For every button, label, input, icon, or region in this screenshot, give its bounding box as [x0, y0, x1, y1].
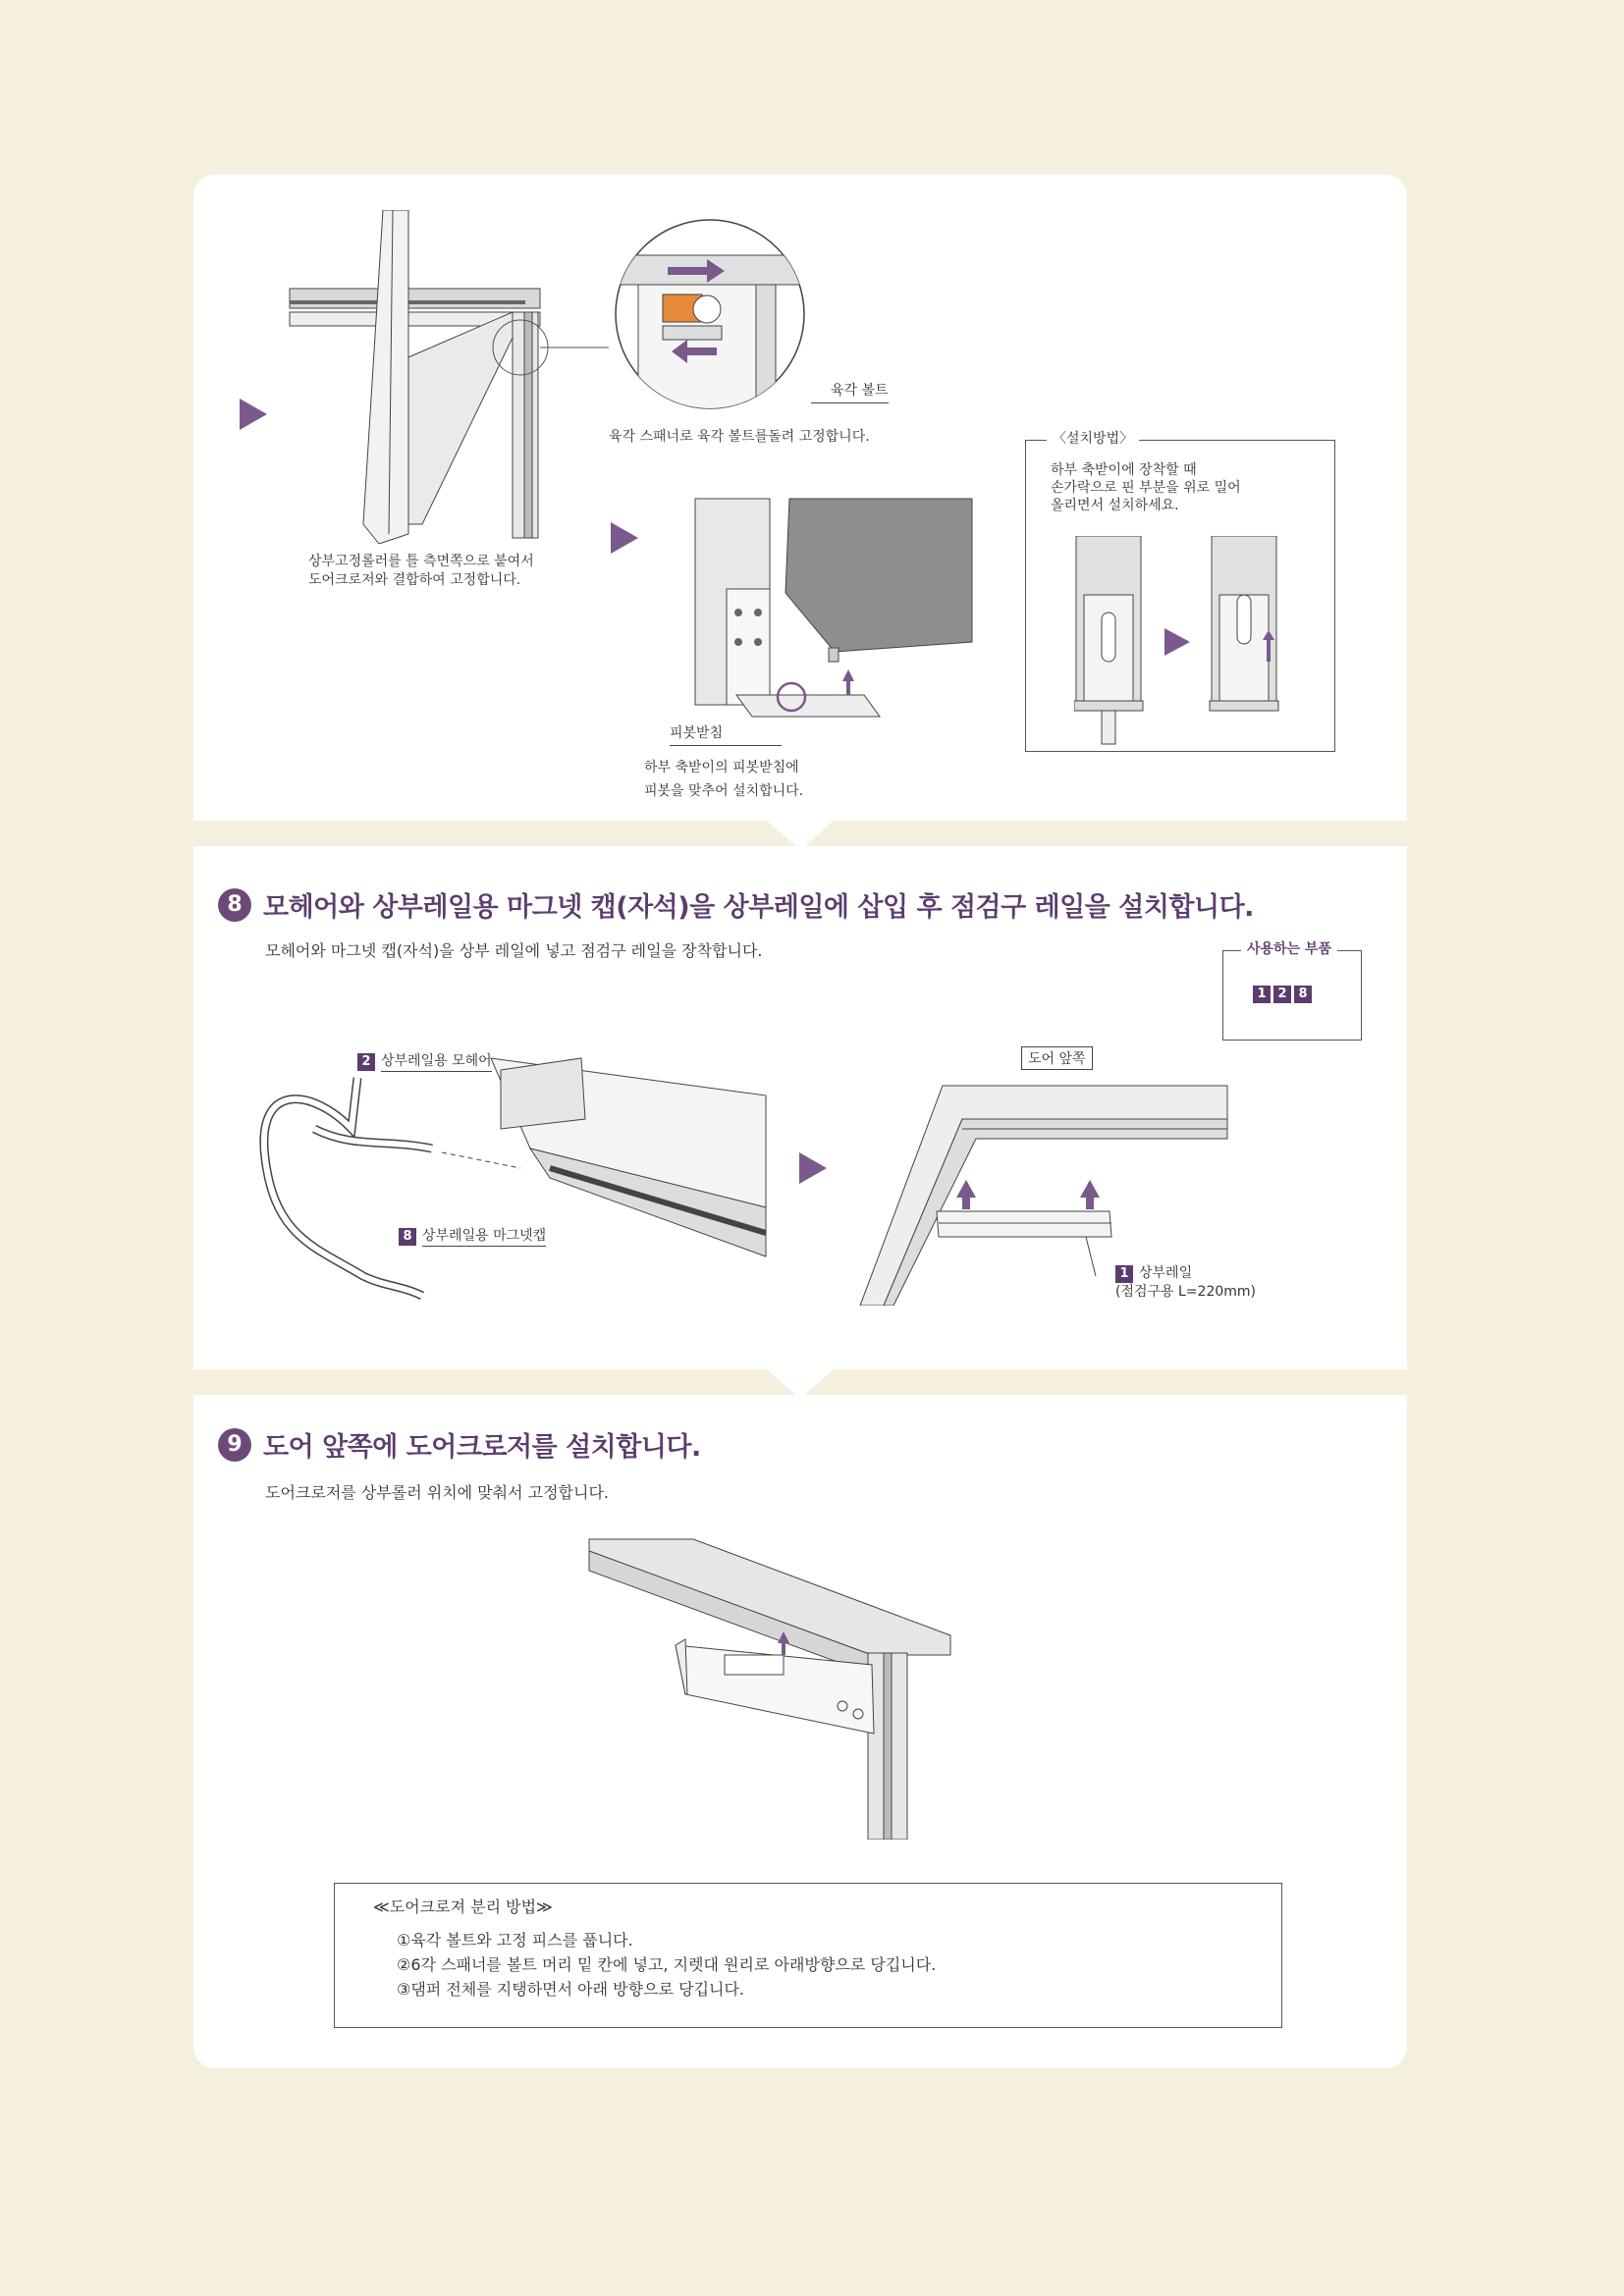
note-list [397, 1928, 936, 2002]
part-badge: 8 [1294, 986, 1312, 1003]
step-number: 8 [218, 888, 251, 922]
step8-header [218, 885, 1254, 924]
callout-line [540, 210, 609, 357]
parts-used-title: 사용하는 부품 [1241, 938, 1337, 958]
part-badge: 1 [1253, 986, 1271, 1003]
hex-spanner-caption: 육각 스패너로 육각 볼트를돌려 고정합니다. [609, 429, 870, 445]
part-badge: 8 [399, 1228, 416, 1246]
note-item: ①육각 볼트와 고정 피스를 풉니다. [397, 1931, 633, 1949]
step-subtitle: 도어크로저를 상부롤러 위치에 맞춰서 고정합니다. [265, 1483, 610, 1502]
mohair-magnet-illustration [255, 1050, 785, 1325]
next-arrow-icon [611, 522, 638, 554]
part-badge: 2 [357, 1053, 375, 1071]
part-badge: 2 [1273, 986, 1291, 1003]
step-title: 도어 앞쪽에 도어크로저를 설치합니다. [263, 1432, 701, 1463]
next-arrow-icon [799, 1152, 827, 1184]
install-method-text: 하부 축받이에 장착할 때 손가락으로 핀 부분을 위로 밀어 올리면서 설치하세요. [1051, 462, 1241, 513]
install-method-illustration [1074, 536, 1280, 746]
part-label: 상부레일 (점검구용 L=220mm) [1115, 1265, 1256, 1300]
note-title: ≪도어크로져 분리 방법≫ [373, 1897, 553, 1916]
magnet-cap-label [399, 1225, 546, 1246]
part-badge: 1 [1115, 1265, 1133, 1283]
next-arrow-icon [240, 399, 267, 430]
step9-header [218, 1425, 701, 1464]
install-method-title: 〈설치방법〉 [1047, 430, 1139, 449]
pivot-label: 피봇받침 [670, 724, 782, 746]
step-title: 모헤어와 상부레일용 마그넷 캡(자석)을 상부레일에 삽입 후 점검구 레일을 설치합니다. [263, 892, 1254, 923]
note-item: ③댐퍼 전체를 지탱하면서 아래 방향으로 당깁니다. [397, 1980, 744, 1999]
door-front-label: 도어 앞쪽 [1021, 1046, 1093, 1070]
step-number: 9 [218, 1428, 251, 1462]
parts-used-list [1253, 986, 1312, 1003]
part-label: 상부레일용 모헤어 [381, 1053, 492, 1072]
inspection-rail-label [1115, 1264, 1256, 1301]
pivot-illustration [687, 495, 982, 728]
hex-bolt-label: 육각 볼트 [811, 382, 889, 403]
pivot-caption: 하부 축받이의 피봇받침에 피봇을 맞추어 설치합니다. [644, 760, 804, 799]
zoom-bolt-illustration [609, 216, 815, 422]
door-closer-illustration [587, 1537, 960, 1840]
top-roller-illustration [285, 210, 550, 544]
part-label: 상부레일용 마그넷캡 [422, 1228, 546, 1247]
note-item: ②6각 스패너를 볼트 머리 밑 칸에 넣고, 지렛대 원리로 아래방향으로 당깁니다. [397, 1955, 937, 1974]
step-subtitle: 모헤어와 마그넷 캡(자석)을 상부 레일에 넣고 점검구 레일을 장착합니다. [265, 941, 763, 960]
top-roller-caption: 상부고정롤러를 틀 측면쪽으로 붙여서 도어크로저와 결합하여 고정합니다. [308, 554, 534, 588]
